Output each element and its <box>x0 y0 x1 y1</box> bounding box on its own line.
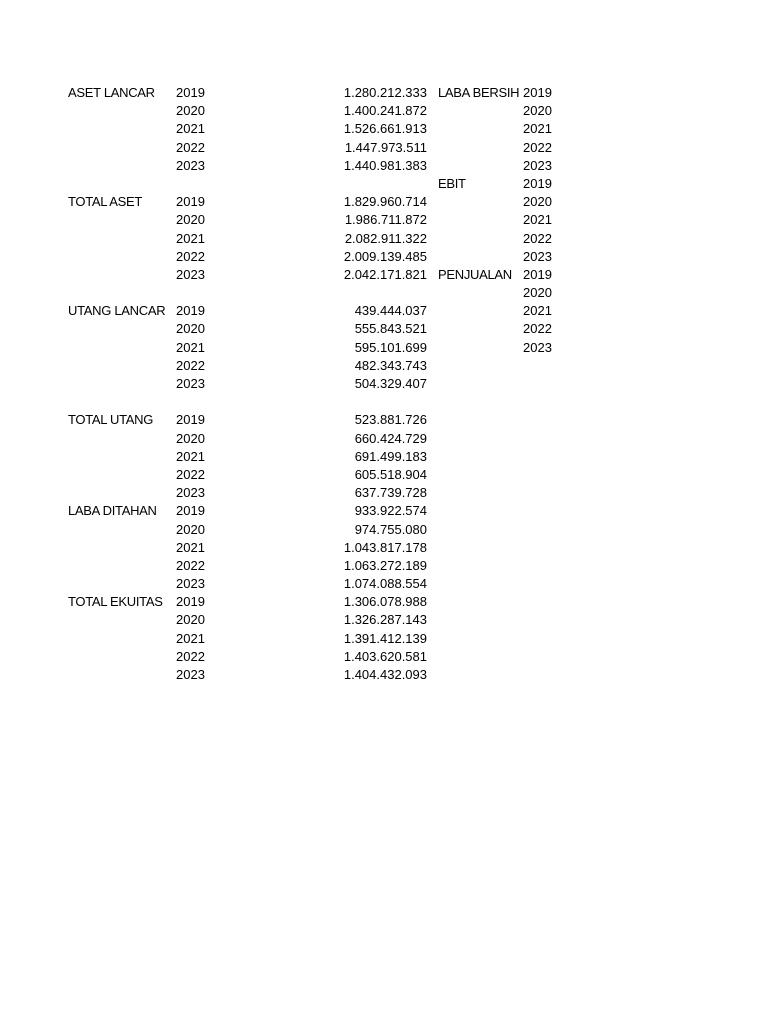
table-row <box>0 393 768 411</box>
table-row <box>0 630 768 648</box>
right-row-year: 2020 <box>523 194 552 210</box>
right-row-year: 2022 <box>523 139 552 155</box>
row-year: 2019 <box>176 503 205 519</box>
row-value: 660.424.729 <box>354 430 427 446</box>
row-value: 1.326.287.143 <box>343 612 427 628</box>
table-row <box>0 430 768 448</box>
row-year: 2020 <box>176 612 205 628</box>
row-value: 974.755.080 <box>354 521 427 537</box>
row-year: 2019 <box>176 85 205 100</box>
table-row <box>0 557 768 575</box>
table-row <box>0 502 768 520</box>
row-year: 2022 <box>176 139 205 155</box>
row-year: 2022 <box>176 248 205 264</box>
row-value: 2.042.171.821 <box>343 266 427 282</box>
right-row-year: 2021 <box>523 212 552 228</box>
row-year: 2021 <box>176 539 205 555</box>
table-row <box>0 157 768 175</box>
right-row-year: 2021 <box>523 121 552 137</box>
row-value: 1.447.973.511 <box>344 139 427 155</box>
row-value: 555.843.521 <box>354 321 427 337</box>
row-year: 2021 <box>176 121 205 137</box>
table-row <box>0 357 768 375</box>
row-label: TOTAL ASET <box>68 194 143 210</box>
table-row <box>0 593 768 611</box>
right-row-year: 2023 <box>523 339 552 355</box>
row-value: 1.391.412.139 <box>343 630 427 646</box>
row-value: 439.444.037 <box>354 303 427 319</box>
row-year: 2023 <box>176 376 205 391</box>
right-row-year: 2023 <box>523 157 552 173</box>
row-year: 2020 <box>176 430 205 446</box>
table-row <box>0 211 768 229</box>
table-row <box>0 102 768 120</box>
table-row <box>0 539 768 557</box>
row-year: 2020 <box>176 321 205 337</box>
table-row <box>0 84 768 102</box>
right-row-year: 2021 <box>523 303 552 319</box>
right-row-year: 2020 <box>523 103 552 119</box>
table-row <box>0 484 768 502</box>
right-row-year: 2023 <box>523 248 552 264</box>
row-value: 1.403.620.581 <box>343 648 427 664</box>
table-row <box>0 284 768 302</box>
row-year: 2019 <box>176 303 205 319</box>
row-label: TOTAL EKUITAS <box>68 594 163 610</box>
table-row <box>0 411 768 429</box>
row-value: 1.526.661.913 <box>343 121 427 137</box>
row-year: 2021 <box>176 230 205 246</box>
row-year: 2022 <box>176 466 205 482</box>
row-year: 2023 <box>176 576 205 592</box>
row-label: UTANG LANCAR <box>68 303 166 319</box>
row-label: ASET LANCAR <box>68 85 155 100</box>
row-year: 2021 <box>176 630 205 646</box>
row-value: 523.881.726 <box>354 412 427 428</box>
row-value: 1.400.241.872 <box>343 103 427 119</box>
row-year: 2022 <box>176 357 205 373</box>
table-row <box>0 248 768 266</box>
row-year: 2021 <box>176 448 205 464</box>
row-year: 2023 <box>176 157 205 173</box>
row-value: 1.074.088.554 <box>343 576 427 592</box>
table-row <box>0 375 768 393</box>
row-year: 2019 <box>176 594 205 610</box>
table-row <box>0 175 768 193</box>
table-row <box>0 193 768 211</box>
table-row <box>0 448 768 466</box>
table-row <box>0 139 768 157</box>
row-value: 637.739.728 <box>354 485 427 501</box>
table-row <box>0 466 768 484</box>
row-year: 2023 <box>176 266 205 282</box>
right-row-label: PENJUALAN <box>438 266 512 282</box>
row-label: LABA DITAHAN <box>68 503 157 519</box>
table-row <box>0 648 768 666</box>
right-row-year: 2022 <box>523 230 552 246</box>
row-value: 482.343.743 <box>354 357 427 373</box>
row-value: 1.829.960.714 <box>343 194 427 210</box>
table-row <box>0 575 768 593</box>
row-value: 1.404.432.093 <box>343 667 427 682</box>
table-row <box>0 521 768 539</box>
row-year: 2020 <box>176 521 205 537</box>
row-value: 1.306.078.988 <box>343 594 427 610</box>
row-value: 595.101.699 <box>354 339 427 355</box>
right-row-year: 2019 <box>523 85 552 100</box>
row-value: 691.499.183 <box>354 448 427 464</box>
table-row <box>0 611 768 629</box>
row-value: 1.280.212.333 <box>343 85 427 100</box>
row-value: 1.440.981.383 <box>343 157 427 173</box>
table-row <box>0 339 768 357</box>
right-row-year: 2022 <box>523 321 552 337</box>
row-year: 2021 <box>176 339 205 355</box>
right-row-year: 2019 <box>523 175 552 191</box>
table-row <box>0 230 768 248</box>
row-year: 2019 <box>176 412 205 428</box>
row-value: 2.009.139.485 <box>343 248 427 264</box>
row-year: 2019 <box>176 194 205 210</box>
row-value: 1.063.272.189 <box>343 557 427 573</box>
spreadsheet <box>0 84 768 684</box>
table-row <box>0 266 768 284</box>
row-value: 933.922.574 <box>354 503 427 519</box>
row-year: 2022 <box>176 557 205 573</box>
row-year: 2022 <box>176 648 205 664</box>
row-year: 2020 <box>176 212 205 228</box>
table-row <box>0 320 768 338</box>
row-label: TOTAL UTANG <box>68 412 154 428</box>
right-row-label: LABA BERSIH <box>438 85 520 100</box>
row-year: 2023 <box>176 667 205 682</box>
row-value: 1.986.711.872 <box>344 212 427 228</box>
row-year: 2020 <box>176 103 205 119</box>
table-row <box>0 666 768 684</box>
table-row <box>0 302 768 320</box>
right-row-label: EBIT <box>438 175 466 191</box>
row-value: 504.329.407 <box>354 376 427 391</box>
row-value: 605.518.904 <box>354 466 427 482</box>
right-row-year: 2019 <box>523 266 552 282</box>
row-value: 1.043.817.178 <box>343 539 427 555</box>
table-row <box>0 120 768 138</box>
row-year: 2023 <box>176 485 205 501</box>
row-value: 2.082.911.322 <box>344 230 427 246</box>
right-row-year: 2020 <box>523 285 552 301</box>
